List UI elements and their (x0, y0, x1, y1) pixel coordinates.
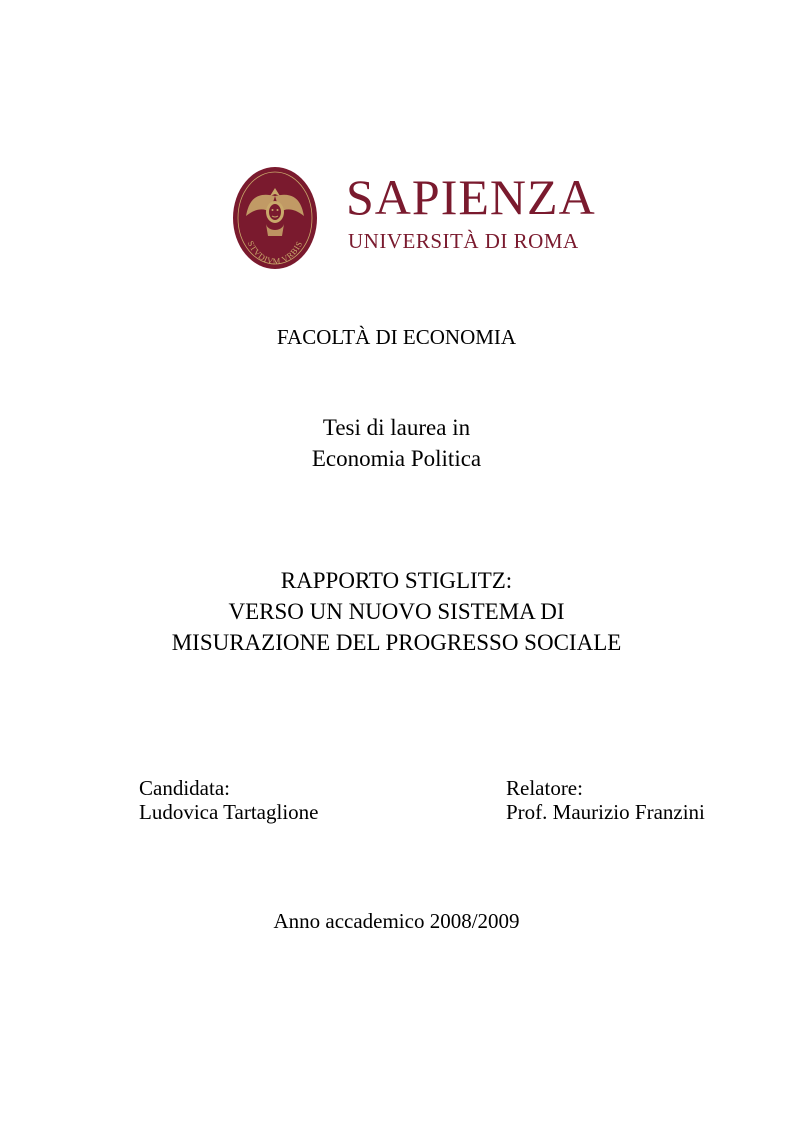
thesis-type-line-1: Tesi di laurea in (322, 415, 471, 440)
thesis-title-line-3: MISURAZIONE DEL PROGRESSO SOCIALE (171, 630, 622, 655)
seal-motto: STVDIVM VRBIS (245, 239, 305, 267)
university-subtitle: UNIVERSITÀ DI ROMA (348, 229, 579, 253)
thesis-title-line-2: VERSO UN NUOVO SISTEMA DI (228, 599, 565, 624)
candidate-label: Candidata: (139, 776, 230, 800)
academic-year: Anno accademico 2008/2009 (273, 909, 520, 933)
university-name: SAPIENZA (346, 169, 596, 225)
sapienza-seal-icon (232, 166, 318, 270)
thesis-title-line-1: RAPPORTO STIGLITZ: (280, 568, 513, 593)
candidate-name: Ludovica Tartaglione (139, 800, 319, 824)
faculty-name: FACOLTÀ DI ECONOMIA (276, 325, 517, 349)
supervisor-name: Prof. Maurizio Franzini (506, 800, 705, 824)
thesis-subject: Economia Politica (311, 446, 482, 471)
university-logo (232, 166, 596, 270)
supervisor-label: Relatore: (506, 776, 583, 800)
